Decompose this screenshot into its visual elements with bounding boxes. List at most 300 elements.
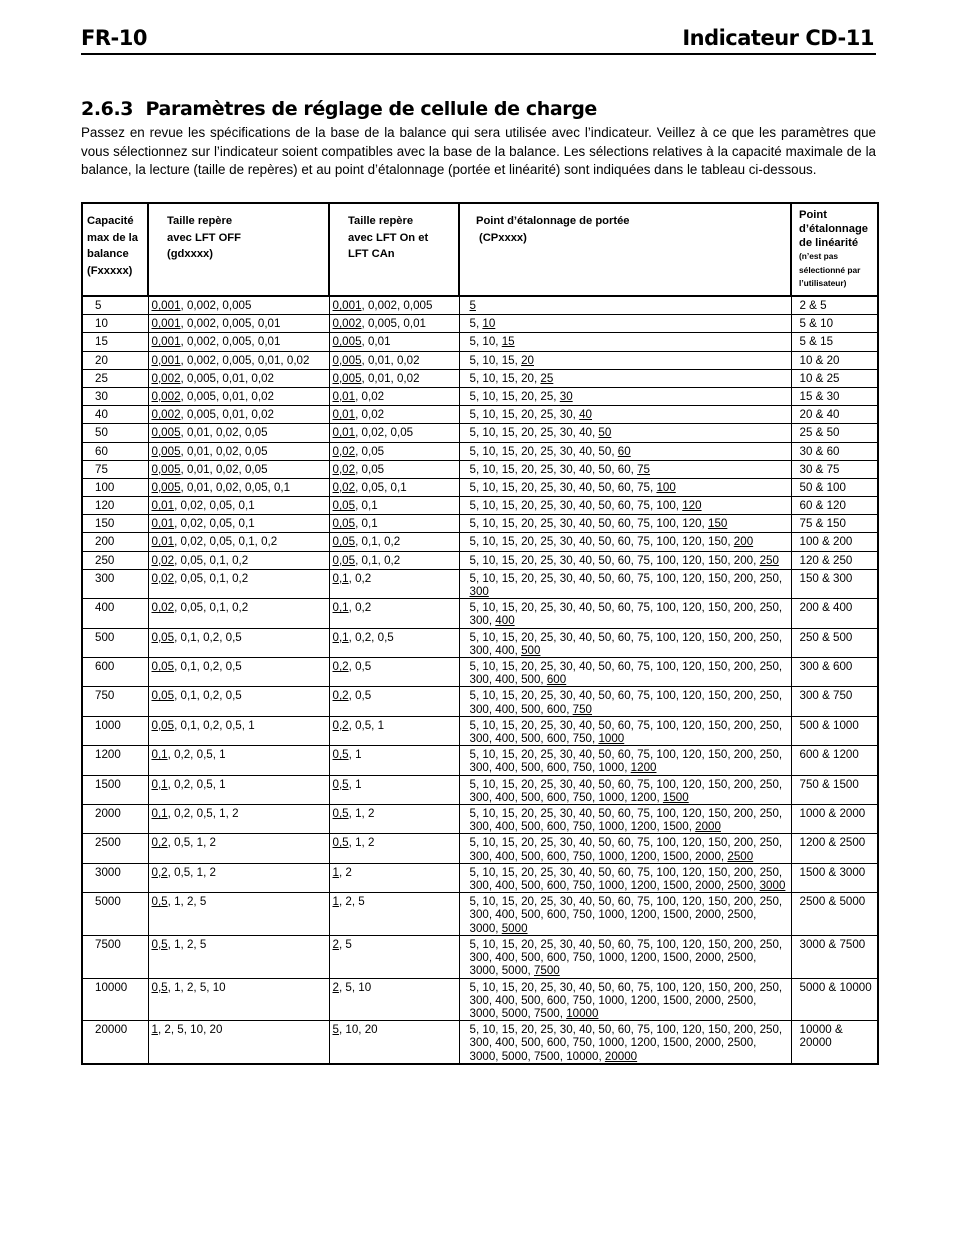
cell-linearity-point-lin: 1500 & 3000 [799, 865, 866, 879]
cell-span-point [459, 935, 791, 978]
cell-span-point-span_u: 1200 [630, 761, 657, 775]
cell-span-point [459, 716, 791, 745]
cell-capacity-cap: 1500 [95, 777, 121, 791]
cell-lft-off [148, 551, 329, 569]
cell-linearity-point [791, 599, 878, 628]
cell-lft-on-on_u: 0,5 [332, 777, 349, 791]
header-text: de linéarité [799, 237, 859, 249]
cell-capacity-cap: 100 [95, 480, 115, 494]
header-text: d’étalonnage [799, 223, 868, 235]
cell-capacity-cap: 75 [95, 462, 108, 476]
cell-capacity [82, 1021, 148, 1064]
table-row [82, 515, 878, 533]
header-linearity-note [799, 250, 874, 291]
cell-lft-on-on: , 1 [348, 777, 362, 791]
cell-span-point [459, 515, 791, 533]
table-row [82, 978, 878, 1021]
cell-span-point-span_u: 3000 [759, 879, 786, 893]
cell-lft-off-off_u: 0,05 [151, 689, 175, 703]
cell-lft-on-on: , 0,05, 0,1 [355, 480, 407, 494]
cell-linearity-point [791, 406, 878, 424]
cell-linearity-point-lin: 1000 & 2000 [799, 807, 866, 821]
cell-capacity-cap: 120 [95, 499, 115, 513]
cell-span-point-span_u: 750 [572, 702, 592, 716]
cell-lft-on [329, 805, 459, 834]
cell-capacity-cap: 750 [95, 689, 115, 703]
cell-span-point-span_u: 100 [656, 480, 676, 494]
cell-lft-off [148, 351, 329, 369]
cell-linearity-point [791, 515, 878, 533]
cell-lft-on-on_u: 0,02 [332, 444, 356, 458]
cell-linearity-point-lin: 2500 & 5000 [799, 895, 866, 909]
cell-capacity [82, 478, 148, 496]
header-lft-off [148, 203, 329, 296]
cell-lft-on-on_u: 0,5 [332, 748, 349, 762]
cell-lft-on [329, 978, 459, 1021]
cell-linearity-point-lin: 5 & 10 [799, 317, 834, 331]
header-text: (gdxxxx) [167, 248, 214, 260]
table-row [82, 369, 878, 387]
cell-lft-on [329, 628, 459, 657]
cell-capacity [82, 533, 148, 551]
cell-span-point-span: 5, 10, [469, 335, 502, 349]
cell-span-point-span: 5, 10, 15, 20, 25, 30, 40, 50, 60, 75, 100, 120, 150, 200, 250, 300, 400, 500, [469, 660, 783, 687]
cell-capacity [82, 515, 148, 533]
header-capacity [82, 203, 148, 296]
cell-span-point-span: 5, 10, 15, 20, 25, 30, [469, 408, 580, 422]
cell-capacity [82, 775, 148, 804]
cell-linearity-point [791, 658, 878, 687]
cell-capacity-cap: 10000 [95, 980, 128, 994]
cell-capacity-cap: 400 [95, 601, 115, 615]
cell-linearity-point-lin: 200 & 400 [799, 601, 853, 615]
cell-linearity-point-lin: 5 & 15 [799, 335, 834, 349]
cell-span-point [459, 863, 791, 892]
header-lft-on [329, 203, 459, 296]
cell-lft-off-off_u: 0,02 [151, 571, 175, 585]
cell-linearity-point [791, 863, 878, 892]
cell-lft-off-off: , 0,05, 0,1, 0,2 [174, 601, 249, 615]
section-heading [81, 98, 597, 120]
cell-span-point-span: 5, 10, 15, [469, 353, 522, 367]
cell-lft-on-on_u: 0,5 [332, 807, 349, 821]
cell-lft-on-on_u: 0,2 [332, 660, 349, 674]
cell-span-point [459, 333, 791, 351]
cell-span-point-span_u: 10 [482, 317, 496, 331]
cell-linearity-point [791, 893, 878, 936]
cell-lft-on-on: , 0,1, 0,2 [355, 535, 401, 549]
cell-span-point-span_u: 1500 [662, 790, 689, 804]
cell-lft-on-on_u: 0,2 [332, 718, 349, 732]
cell-lft-off-off_u: 0,001 [151, 353, 181, 367]
load-cell-parameters-table [81, 202, 879, 1065]
header-linearity-point [791, 203, 878, 296]
cell-lft-off [148, 893, 329, 936]
cell-lft-on [329, 296, 459, 315]
table-row [82, 746, 878, 775]
cell-lft-on-on: , 0,5 [348, 689, 372, 703]
cell-lft-off [148, 315, 329, 333]
table-row [82, 863, 878, 892]
cell-lft-on-on: , 2, 5 [338, 895, 365, 909]
table-row [82, 442, 878, 460]
cell-linearity-point-lin: 30 & 60 [799, 444, 840, 458]
cell-lft-off-off_u: 0,02 [151, 601, 175, 615]
cell-lft-on [329, 497, 459, 515]
cell-lft-off-off: , 0,01, 0,02, 0,05 [180, 426, 268, 440]
cell-linearity-point-lin: 30 & 75 [799, 462, 840, 476]
cell-span-point-span_u: 150 [708, 517, 728, 531]
header-text: max de la [87, 231, 138, 244]
cell-lft-off-off: , 0,2, 0,5, 1 [167, 748, 226, 762]
cell-linearity-point-lin: 300 & 600 [799, 660, 853, 674]
cell-linearity-point [791, 533, 878, 551]
cell-span-point-span_u: 40 [579, 408, 592, 422]
cell-lft-on-on: , 0,005, 0,01 [361, 317, 426, 331]
cell-capacity [82, 387, 148, 405]
header-text: Taille repère [167, 215, 233, 227]
cell-lft-on-on_u: 1 [332, 865, 339, 879]
cell-linearity-point-lin: 15 & 30 [799, 389, 840, 403]
cell-linearity-point-lin: 10000 & 20000 [799, 1023, 843, 1050]
cell-linearity-point-lin: 50 & 100 [799, 480, 846, 494]
cell-span-point-span: 5, 10, 15, 20, 25, 30, 40, 50, 60, 75, 100, 120, 150, 200, 250, 300, 400, 500, 600, 750, 1000, 1200, [469, 777, 783, 804]
cell-span-point-span: 5, 10, 15, 20, 25, [469, 389, 560, 403]
cell-linearity-point-lin: 150 & 300 [799, 571, 853, 585]
table-row [82, 296, 878, 315]
cell-lft-on-on: , 0,2 [348, 571, 372, 585]
cell-capacity [82, 333, 148, 351]
cell-capacity [82, 599, 148, 628]
cell-lft-off-off: , 1, 2, 5 [167, 895, 207, 909]
cell-lft-off-off: , 0,02, 0,05, 0,1 [174, 499, 255, 513]
cell-span-point-span: 5, 10, 15, 20, 25, 30, 40, 50, 60, 75, 100, 120, 150, 200, 250, 300, 400, 500, 600, 750, 1000, 1200, 1500, 2000, 2500, 3000, 5000, 7500, 10000, [469, 1023, 783, 1063]
cell-linearity-point-lin: 60 & 120 [799, 499, 846, 513]
header-text: LFT CAn [348, 248, 395, 260]
cell-span-point [459, 497, 791, 515]
cell-lft-on-on_u: 0,02 [332, 462, 356, 476]
cell-lft-off-off_u: 0,5 [151, 895, 168, 909]
cell-lft-on-on_u: 0,005 [332, 353, 362, 367]
cell-span-point-span: 5, 10, 15, 20, 25, 30, 40, 50, 60, 75, [469, 480, 657, 494]
document-title: Indicateur CD-11 [682, 26, 874, 50]
cell-lft-off [148, 424, 329, 442]
cell-linearity-point [791, 716, 878, 745]
section-number: 2.6.3 [81, 98, 134, 120]
cell-capacity-cap: 2500 [95, 836, 121, 850]
cell-lft-on-on: , 1, 2 [348, 836, 375, 850]
cell-lft-off [148, 775, 329, 804]
cell-lft-off-off_u: 0,05 [151, 630, 175, 644]
cell-lft-off-off: , 0,1, 0,2, 0,5 [174, 689, 242, 703]
cell-linearity-point-lin: 120 & 250 [799, 553, 853, 567]
cell-lft-off-off: , 0,002, 0,005 [180, 299, 252, 312]
cell-lft-off-off_u: 0,005 [151, 426, 181, 440]
cell-lft-off-off_u: 0,01 [151, 517, 175, 531]
cell-span-point-span_u: 60 [617, 444, 631, 458]
cell-linearity-point-lin: 10 & 25 [799, 371, 840, 385]
cell-lft-on-on_u: 0,001 [332, 299, 362, 312]
cell-lft-on-on: , 0,5 [348, 660, 372, 674]
cell-lft-off [148, 716, 329, 745]
cell-lft-off-off: , 0,002, 0,005, 0,01, 0,02 [180, 353, 310, 367]
cell-span-point-span_u: 20 [521, 353, 534, 367]
cell-linearity-point [791, 746, 878, 775]
cell-span-point-span: 5, 10, 15, 20, 25, 30, 40, 50, 60, 75, 100, 120, 150, 200, 250, 300, [469, 601, 783, 628]
cell-linearity-point-lin: 300 & 750 [799, 689, 853, 703]
cell-lft-off-off_u: 0,1 [151, 807, 168, 821]
table-row [82, 315, 878, 333]
cell-lft-on-on_u: 0,05 [332, 535, 356, 549]
cell-lft-off-off_u: 0,5 [151, 937, 168, 951]
cell-lft-on-on_u: 0,01 [332, 408, 356, 422]
cell-lft-off [148, 978, 329, 1021]
cell-lft-off-off_u: 0,001 [151, 317, 181, 331]
header-note-text: l’utilisateur) [799, 278, 847, 288]
table-row [82, 569, 878, 598]
table-row [82, 333, 878, 351]
cell-span-point-span_u: 400 [495, 614, 515, 628]
cell-lft-on-on_u: 0,2 [332, 689, 349, 703]
cell-lft-off [148, 533, 329, 551]
cell-capacity [82, 658, 148, 687]
cell-span-point [459, 893, 791, 936]
cell-lft-on [329, 533, 459, 551]
cell-linearity-point-lin: 10 & 20 [799, 353, 840, 367]
cell-capacity-cap: 5000 [95, 895, 121, 909]
cell-capacity [82, 935, 148, 978]
cell-linearity-point-lin: 2 & 5 [799, 299, 827, 312]
cell-lft-off-off_u: 0,05 [151, 660, 175, 674]
cell-lft-on [329, 746, 459, 775]
cell-lft-off [148, 296, 329, 315]
cell-lft-off [148, 628, 329, 657]
table-row [82, 935, 878, 978]
cell-lft-off-off: , 0,002, 0,005, 0,01 [180, 317, 281, 331]
table-row [82, 716, 878, 745]
cell-linearity-point [791, 628, 878, 657]
cell-capacity [82, 315, 148, 333]
cell-lft-off-off_u: 0,01 [151, 499, 175, 513]
header-note-text: (n’est pas [799, 251, 839, 261]
cell-lft-off-off: , 0,01, 0,02, 0,05 [180, 462, 268, 476]
cell-lft-off [148, 687, 329, 716]
cell-capacity-cap: 3000 [95, 865, 121, 879]
header-text: Point d’étalonnage de portée [476, 215, 630, 227]
cell-capacity [82, 687, 148, 716]
cell-span-point-span_u: 1000 [598, 732, 625, 746]
cell-capacity [82, 893, 148, 936]
cell-lft-on-on_u: 5 [332, 1023, 339, 1037]
cell-span-point [459, 687, 791, 716]
cell-lft-off-off: , 0,005, 0,01, 0,02 [180, 389, 274, 403]
cell-lft-off-off: , 0,02, 0,05, 0,1, 0,2 [174, 535, 278, 549]
cell-lft-on-on_u: 0,002 [332, 317, 362, 331]
cell-capacity-cap: 2000 [95, 807, 121, 821]
cell-span-point-span_u: 2500 [727, 849, 754, 863]
cell-lft-off-off: , 0,01, 0,02, 0,05 [180, 444, 268, 458]
cell-span-point-span_u: 120 [682, 499, 702, 513]
cell-capacity [82, 442, 148, 460]
cell-capacity-cap: 500 [95, 630, 115, 644]
cell-lft-on [329, 834, 459, 863]
table-row [82, 1021, 878, 1064]
page-header [81, 26, 876, 55]
header-lft-on-lines [348, 204, 455, 263]
cell-lft-off-off_u: 0,001 [151, 299, 181, 312]
cell-linearity-point-lin: 20 & 40 [799, 408, 840, 422]
cell-linearity-point [791, 687, 878, 716]
cell-span-point-span: 5, 10, 15, 20, 25, 30, 40, 50, 60, 75, 100, 120, 150, 200, 250, 300, 400, [469, 630, 783, 657]
cell-lft-off-off_u: 0,005 [151, 480, 181, 494]
table-header-row [82, 203, 878, 296]
cell-span-point [459, 460, 791, 478]
cell-linearity-point-lin: 3000 & 7500 [799, 937, 866, 951]
cell-lft-on [329, 687, 459, 716]
cell-span-point [459, 351, 791, 369]
cell-lft-on-on_u: 0,02 [332, 480, 356, 494]
cell-lft-off-off_u: 0,002 [151, 389, 181, 403]
table-row [82, 351, 878, 369]
cell-lft-off-off_u: 0,1 [151, 748, 168, 762]
cell-linearity-point-lin: 1200 & 2500 [799, 836, 866, 850]
cell-linearity-point [791, 935, 878, 978]
cell-lft-off-off: , 0,1, 0,2, 0,5 [174, 630, 242, 644]
cell-span-point [459, 834, 791, 863]
cell-capacity-cap: 1000 [95, 718, 121, 732]
cell-span-point [459, 424, 791, 442]
table-row [82, 533, 878, 551]
cell-linearity-point-lin: 75 & 150 [799, 517, 846, 531]
cell-span-point [459, 406, 791, 424]
cell-span-point-span: 5, [469, 317, 483, 331]
cell-span-point-span_u: 500 [521, 643, 541, 657]
cell-lft-on [329, 351, 459, 369]
cell-lft-off [148, 442, 329, 460]
table-row [82, 599, 878, 628]
cell-span-point-span: 5, 10, 15, 20, 25, 30, 40, 50, 60, 75, 100, [469, 499, 683, 513]
cell-lft-on [329, 442, 459, 460]
cell-lft-off-off: , 0,1, 0,2, 0,5 [174, 660, 242, 674]
cell-span-point [459, 315, 791, 333]
header-span-point [459, 203, 791, 296]
cell-linearity-point [791, 497, 878, 515]
cell-capacity-cap: 50 [95, 426, 108, 440]
cell-capacity [82, 746, 148, 775]
cell-span-point-span: 5, 10, 15, 20, 25, 30, 40, 50, 60, 75, 100, 120, 150, 200, 250, 300, 400, 500, 600, 750, 1000, 1200, 1500, 2000, 2500, 3000, 5000, 7500, [469, 980, 783, 1020]
cell-lft-off [148, 387, 329, 405]
cell-lft-on-on_u: 0,5 [332, 836, 349, 850]
header-text: (Fxxxxx) [87, 264, 133, 277]
cell-lft-on-on: , 0,5, 1 [348, 718, 385, 732]
cell-span-point [459, 569, 791, 598]
table-row [82, 775, 878, 804]
cell-span-point [459, 478, 791, 496]
cell-span-point [459, 369, 791, 387]
cell-span-point-span: 5, 10, 15, 20, 25, 30, 40, 50, [469, 444, 618, 458]
cell-capacity [82, 863, 148, 892]
cell-capacity-cap: 60 [95, 444, 108, 458]
cell-span-point [459, 775, 791, 804]
cell-lft-on-on_u: 0,01 [332, 426, 356, 440]
cell-lft-on-on: , 0,002, 0,005 [361, 299, 433, 312]
cell-capacity [82, 460, 148, 478]
cell-lft-on [329, 1021, 459, 1064]
cell-lft-off-off: , 0,005, 0,01, 0,02 [180, 408, 274, 422]
cell-lft-off-off: , 0,005, 0,01, 0,02 [180, 371, 274, 385]
header-note-text: sélectionné par [799, 264, 861, 275]
cell-linearity-point [791, 333, 878, 351]
cell-span-point-span: 5, 10, 15, 20, 25, 30, 40, 50, 60, 75, 100, 120, 150, 200, [469, 553, 760, 567]
cell-linearity-point [791, 442, 878, 460]
cell-capacity-cap: 200 [95, 535, 115, 549]
cell-lft-on [329, 658, 459, 687]
cell-lft-on [329, 716, 459, 745]
cell-span-point [459, 599, 791, 628]
cell-lft-on [329, 515, 459, 533]
cell-span-point [459, 658, 791, 687]
cell-span-point-span_u: 200 [733, 535, 754, 549]
cell-lft-off [148, 497, 329, 515]
cell-span-point-span_u: 30 [559, 389, 573, 403]
cell-lft-on [329, 935, 459, 978]
table-row [82, 478, 878, 496]
cell-capacity-cap: 25 [95, 371, 108, 385]
cell-lft-off [148, 863, 329, 892]
header-text: avec LFT OFF [167, 231, 241, 244]
cell-lft-off-off: , 1, 2, 5 [167, 937, 207, 951]
cell-lft-off [148, 406, 329, 424]
cell-lft-off [148, 658, 329, 687]
table-row [82, 805, 878, 834]
cell-lft-on [329, 387, 459, 405]
header-text: avec LFT On et [348, 231, 429, 244]
cell-lft-off-off_u: 0,002 [151, 371, 181, 385]
cell-lft-off-off_u: 0,002 [151, 408, 181, 422]
cell-lft-off-off_u: 0,1 [151, 777, 168, 791]
cell-lft-on [329, 478, 459, 496]
cell-span-point-span: 5, 10, 15, 20, 25, 30, 40, [469, 426, 599, 440]
cell-capacity [82, 369, 148, 387]
cell-linearity-point [791, 775, 878, 804]
cell-lft-on [329, 369, 459, 387]
cell-span-point-span: 5, 10, 15, 20, [469, 371, 541, 385]
table-row [82, 551, 878, 569]
cell-linearity-point [791, 1021, 878, 1064]
cell-span-point-span_u: 25 [540, 371, 554, 385]
cell-lft-off [148, 935, 329, 978]
cell-lft-off [148, 369, 329, 387]
cell-capacity-cap: 250 [95, 553, 115, 567]
cell-linearity-point-lin: 600 & 1200 [799, 748, 859, 762]
cell-lft-on-on: , 0,01, 0,02 [361, 371, 420, 385]
cell-lft-off-off: , 0,5, 1, 2 [167, 865, 216, 879]
cell-lft-off-off: , 0,05, 0,1, 0,2 [174, 553, 249, 567]
cell-span-point-span: 5, 10, 15, 20, 25, 30, 40, 50, 60, [469, 462, 638, 476]
cell-lft-on [329, 424, 459, 442]
cell-span-point [459, 1021, 791, 1064]
cell-capacity [82, 834, 148, 863]
cell-lft-off-off: , 0,2, 0,5, 1 [167, 777, 226, 791]
cell-lft-off-off_u: 1 [151, 1023, 158, 1037]
header-span-lines [476, 204, 787, 246]
cell-lft-off-off: , 1, 2, 5, 10 [167, 980, 226, 994]
cell-lft-on-on_u: 0,05 [332, 553, 356, 567]
cell-span-point-span_u: 50 [598, 426, 612, 440]
cell-lft-off-off_u: 0,02 [151, 553, 175, 567]
cell-capacity-cap: 40 [95, 408, 108, 422]
cell-capacity [82, 716, 148, 745]
